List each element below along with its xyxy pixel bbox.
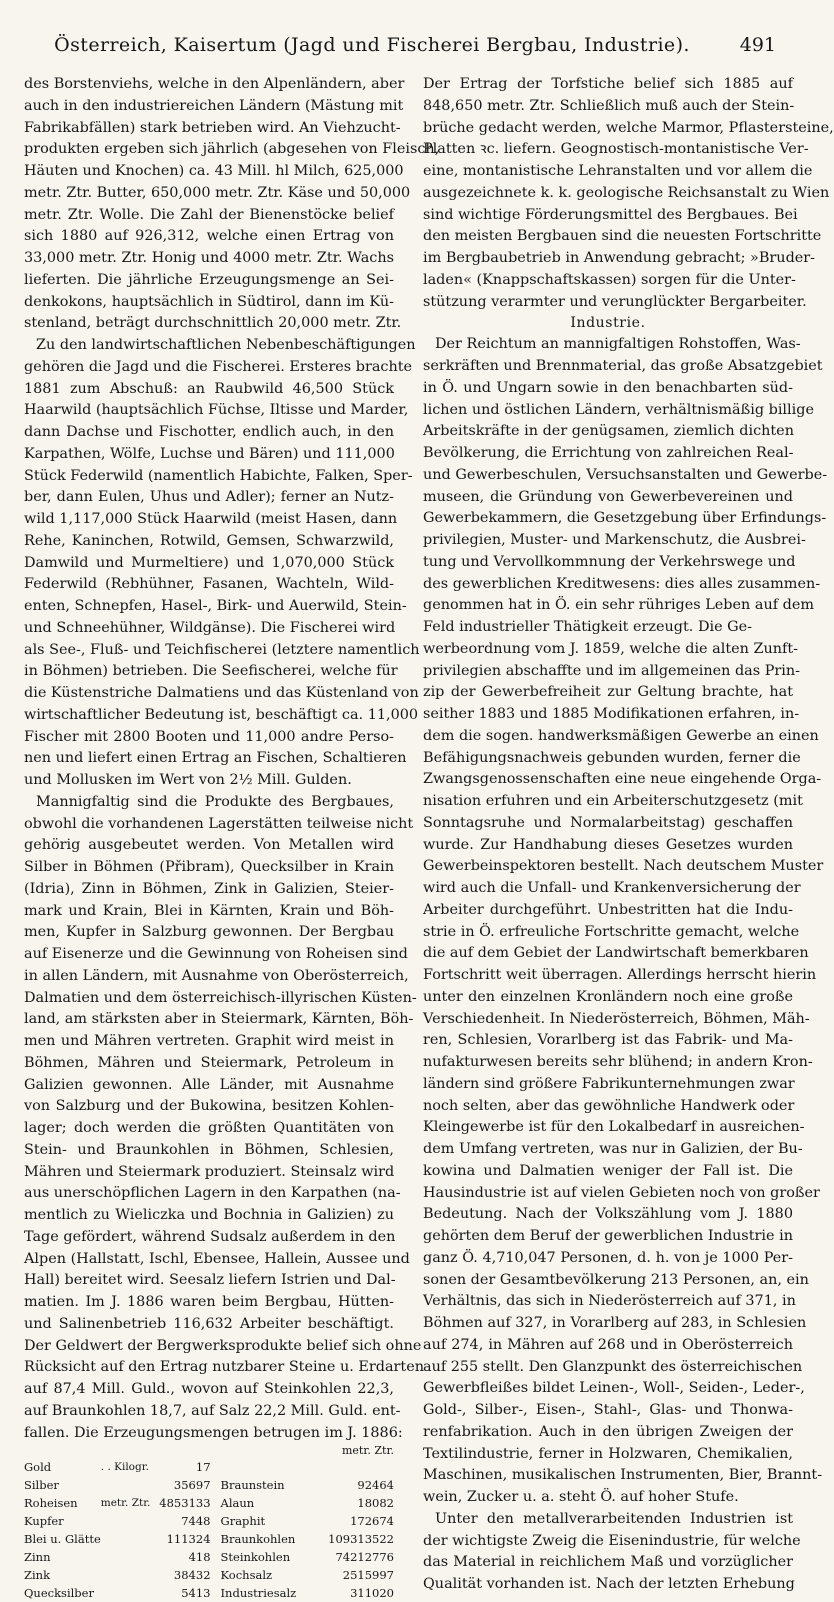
text-line: den meisten Bergbauen sind die neuesten Fortschritte bbox=[423, 228, 822, 245]
text-line: Feld industrieller Thätigkeit erzeugt. Die Ge- bbox=[423, 619, 753, 635]
product-unit bbox=[101, 1530, 160, 1548]
product-name: Braunkohlen bbox=[220, 1532, 296, 1547]
product-name: Quecksilber bbox=[24, 1586, 94, 1601]
text-line: Arbeiter durchgeführt. Unbestritten hat die Indu- bbox=[423, 901, 793, 918]
text-line: im Bergbaubetrieb in Anwendung gebracht; »Bruder- bbox=[423, 250, 816, 266]
text-line: das Material in reichlichem Maß und vorzüglicher bbox=[423, 1554, 793, 1571]
product-name: Zinn bbox=[24, 1550, 51, 1565]
product-value: 172674 bbox=[350, 1514, 394, 1529]
text-line: Maschinen, musikalischen Instrumenten, Bier, Brannt- bbox=[423, 1467, 823, 1484]
text-line: Kleingewerbe ist für den Lokalbedarf in ausreichen- bbox=[423, 1119, 805, 1136]
text-line: Dalmatien und dem österreichisch-illyrischen Küsten- bbox=[24, 989, 417, 1006]
product-unit: . . Kilogr. bbox=[100, 1461, 149, 1474]
text-line: Sonntagsruhe und Normalarbeitstag) geschaffen bbox=[423, 814, 793, 831]
text-line: nen und liefert einen Ertrag an Fischen, Schaltieren bbox=[24, 750, 407, 767]
text-line: wild 1,117,000 Stück Haarwild (meist Hasen, dann bbox=[24, 511, 398, 527]
product-value: 4853133 bbox=[159, 1496, 211, 1511]
text-line: 848,650 metr. Ztr. Schließlich muß auch der Stein- bbox=[423, 97, 795, 114]
text-line: von Salzburg und der Bukowina, besitzen Kohlen- bbox=[24, 1098, 394, 1115]
text-line: lieferten. Die jährliche Erzeugungsmenge an Sei- bbox=[24, 271, 394, 288]
page-header bbox=[24, 34, 776, 68]
text-line: Fabrikabfällen) stark betrieben wird. An Viehzucht- bbox=[24, 119, 401, 136]
page-number: 491 bbox=[739, 34, 776, 56]
text-line: und Schneehühner, Wildgänse). Die Fischerei wird bbox=[24, 619, 396, 636]
product-value: 18082 bbox=[357, 1496, 394, 1511]
text-line: unter den einzelnen Kronländern noch eine große bbox=[423, 988, 793, 1005]
product-name: Kupfer bbox=[24, 1514, 64, 1529]
product-value: 17 bbox=[195, 1460, 211, 1475]
text-line: Rehe, Kaninchen, Rotwild, Gemsen, Schwarzwild, bbox=[24, 532, 394, 549]
text-line: metr. Ztr. Butter, 650,000 metr. Ztr. Käse und 50,000 bbox=[24, 184, 411, 201]
text-line: Fortschritt weit überragen. Allerdings herrscht hierin bbox=[423, 967, 817, 983]
text-line: Gewerbeinspektoren bestellt. Nach deutschem Muster bbox=[423, 858, 824, 875]
text-line: gehören die Jagd und die Fischerei. Ersteres brachte bbox=[24, 358, 413, 375]
product-unit bbox=[101, 1476, 160, 1494]
section-heading-industrie: Industrie. bbox=[570, 315, 646, 332]
text-line: Galizien gewonnen. Alle Länder, mit Ausnahme bbox=[24, 1076, 394, 1093]
product-name bbox=[211, 1458, 329, 1476]
mining-production-table bbox=[24, 1458, 394, 1602]
text-line: des gewerblichen Kreditwesens: dies alles zusammen- bbox=[423, 575, 821, 592]
text-line: Stück Federwild (namentlich Habichte, Falken, Sper- bbox=[24, 467, 413, 484]
text-line: ausgezeichnete k. k. geologische Reichsanstalt zu Wien bbox=[423, 184, 830, 201]
text-line: Zu den landwirtschaftlichen Nebenbeschäftigungen bbox=[36, 337, 416, 353]
text-line: Fischer mit 2800 Booten und 11,000 andre Perso- bbox=[24, 728, 394, 745]
text-line: in Ö. und Ungarn sowie in den benachbarten süd- bbox=[423, 379, 793, 396]
product-value: 38432 bbox=[173, 1568, 211, 1583]
text-line: ganz Ö. 4,710,047 Personen, d. h. von je 1000 Per- bbox=[423, 1249, 793, 1266]
table-row bbox=[24, 1476, 394, 1494]
text-line: (Idria), Zinn in Böhmen, Zink in Galizien, Steier- bbox=[24, 880, 394, 897]
text-line: auf 274, in Mähren auf 268 und in Oberösterreich bbox=[423, 1336, 793, 1353]
text-line: als See-, Fluß- und Teichfischerei (letztere namentlich bbox=[24, 641, 420, 658]
text-line: sich 1880 auf 926,312, welche einen Ertrag von bbox=[24, 228, 394, 245]
text-line: Silber in Böhmen (Přibram), Quecksilber in Krain bbox=[24, 859, 394, 875]
product-value: 92464 bbox=[357, 1478, 394, 1493]
text-line: Platten ꝛc. liefern. Geognostisch-montanistische Ver- bbox=[423, 141, 809, 158]
text-line: die auf dem Gebiet der Landwirtschaft bemerkbaren bbox=[423, 945, 809, 962]
text-line: brüche gedacht werden, welche Marmor, Pflastersteine, bbox=[423, 119, 834, 136]
table-row bbox=[24, 1584, 394, 1602]
text-line: stützung verarmter und verunglückter Bergarbeiter. bbox=[423, 293, 807, 310]
text-line: eine, montanistische Lehranstalten und vor allem die bbox=[423, 163, 813, 179]
text-line: ren, Schlesien, Vorarlberg ist das Fabrik- und Ma- bbox=[423, 1032, 793, 1049]
product-unit bbox=[101, 1566, 160, 1584]
text-line: wurde. Zur Handhabung dieses Gesetzes wurden bbox=[423, 836, 793, 853]
product-name: Gold bbox=[24, 1460, 52, 1475]
product-value: 2515997 bbox=[342, 1568, 394, 1583]
product-value: 111324 bbox=[166, 1532, 211, 1547]
text-line: denkokons, hauptsächlich in Südtirol, dann im Kü- bbox=[24, 293, 394, 310]
text-line: Verschiedenheit. In Niederösterreich, Böhmen, Mäh- bbox=[423, 1010, 810, 1027]
right-column bbox=[423, 74, 834, 1592]
text-line: Unter den metallverarbeitenden Industrien ist bbox=[435, 1510, 793, 1527]
text-line: kowina und Dalmatien weniger der Fall ist. Die bbox=[423, 1162, 793, 1179]
text-line: laden« (Knappschaftskassen) sorgen für die Unter- bbox=[423, 271, 796, 288]
text-line: sonen der Gesamtbevölkerung 213 Personen, an, ein bbox=[423, 1271, 809, 1288]
text-line: museen, die Gründung von Gewerbevereinen und bbox=[423, 488, 793, 505]
text-line: men und Mähren vertreten. Graphit wird meist in bbox=[24, 1033, 394, 1049]
text-line: lichen und östlichen Ländern, verhältnismäßig billige bbox=[423, 401, 814, 418]
product-unit bbox=[101, 1512, 160, 1530]
table-row bbox=[24, 1548, 394, 1566]
stats-unit-header: metr. Ztr. bbox=[341, 1444, 394, 1458]
text-line: Alpen (Hallstatt, Ischl, Ebensee, Hallein, Aussee und bbox=[24, 1250, 410, 1267]
text-line: und Mollusken im Wert von 2½ Mill. Gulden. bbox=[24, 772, 352, 788]
text-line: Textilindustrie, ferner in Holzwaren, Chemikalien, bbox=[423, 1445, 793, 1462]
text-line: aus unerschöpflichen Lagern in den Karpathen (na- bbox=[24, 1185, 401, 1202]
product-value: 74212776 bbox=[335, 1550, 394, 1565]
text-line: noch selten, aber das gewöhnliche Handwerk oder bbox=[423, 1097, 795, 1114]
text-line: nufakturwesen bereits sehr blühend; in andern Kron- bbox=[423, 1054, 813, 1070]
text-line: wirtschaftlicher Bedeutung ist, beschäftigt ca. 11,000 bbox=[24, 706, 419, 723]
text-line: Bedeutung. Nach der Volkszählung vom J. 1880 bbox=[423, 1206, 793, 1223]
text-line: auf Eisenerze und die Gewinnung von Roheisen sind bbox=[24, 946, 408, 962]
text-line: Zwangsgenossenschaften eine neue eingehende Orga- bbox=[423, 771, 822, 788]
text-line: metr. Ztr. Wolle. Die Zahl der Bienenstöcke belief bbox=[24, 206, 394, 223]
text-line: 33,000 metr. Ztr. Honig und 4000 metr. Ztr. Wachs bbox=[24, 250, 394, 266]
product-name: Steinkohlen bbox=[220, 1550, 291, 1565]
text-line: matien. Im J. 1886 waren beim Bergbau, Hütten- bbox=[24, 1294, 394, 1310]
product-value bbox=[328, 1458, 394, 1476]
text-line: tung und Vervollkommnung der Verkehrswege und bbox=[423, 553, 796, 570]
text-line: land, am stärksten aber in Steiermark, Kärnten, Böh- bbox=[24, 1011, 414, 1028]
text-line: stenland, beträgt durchschnittlich 20,000 metr. Ztr. bbox=[24, 315, 402, 332]
product-value: 7448 bbox=[181, 1514, 211, 1529]
text-line: sind wichtige Förderungsmittel des Bergbaues. Bei bbox=[423, 206, 798, 223]
text-line: Qualität vorhanden ist. Nach der letzten Erhebung bbox=[423, 1576, 795, 1592]
product-name: Braunstein bbox=[220, 1478, 285, 1493]
text-line: Verhältnis, das sich in Niederösterreich auf 371, in bbox=[423, 1293, 796, 1310]
table-row bbox=[24, 1566, 394, 1584]
text-line: Der Ertrag der Torfstiche belief sich 1885 auf bbox=[423, 76, 793, 92]
text-line: auf 87,4 Mill. Guld., wovon auf Steinkohlen 22,3, bbox=[24, 1381, 394, 1397]
product-value: 311020 bbox=[350, 1586, 394, 1601]
text-line: Damwild und Murmeltiere) und 1,070,000 Stück bbox=[24, 554, 394, 571]
text-line: serkräften und Brennmaterial, das große Absatzgebiet bbox=[423, 358, 823, 374]
text-line: Mannigfaltig sind die Produkte des Bergbaues, bbox=[36, 793, 394, 810]
text-line: men, Kupfer in Salzburg gewonnen. Der Bergbau bbox=[24, 924, 394, 941]
product-name: Industriesalz bbox=[220, 1586, 297, 1601]
text-line: Mähren und Steiermark produziert. Steinsalz wird bbox=[24, 1163, 395, 1180]
text-line: Karpathen, Wölfe, Luchse und Bären) und 111,000 bbox=[24, 445, 395, 462]
text-line: Haarwild (hauptsächlich Füchse, Iltisse und Marder, bbox=[24, 402, 409, 419]
text-line: Arbeitskräfte in der genügsamen, ziemlich dichten bbox=[423, 423, 794, 440]
text-line: auf Braunkohlen 18,7, auf Salz 22,2 Mill. Guld. ent- bbox=[24, 1402, 401, 1419]
text-line: die Küstenstriche Dalmatiens und das Küstenland von bbox=[24, 685, 419, 701]
two-column-body bbox=[24, 74, 834, 1601]
product-unit bbox=[101, 1584, 160, 1602]
text-line: ber, dann Eulen, Uhus und Adler); ferner an Nutz- bbox=[24, 489, 394, 506]
left-column bbox=[24, 74, 440, 1601]
product-name: Roheisen bbox=[24, 1496, 78, 1511]
table-row bbox=[24, 1530, 394, 1548]
product-unit bbox=[101, 1548, 160, 1566]
text-line: Böhmen, Mähren und Steiermark, Petroleum in bbox=[24, 1054, 394, 1071]
text-line: Stein- und Braunkohlen in Böhmen, Schlesien, bbox=[24, 1141, 394, 1158]
text-line: wein, Zucker u. a. steht Ö. auf hoher Stufe. bbox=[423, 1489, 739, 1505]
text-line: mark und Krain, Blei in Kärnten, Krain und Böh- bbox=[24, 902, 394, 919]
text-line: obwohl die vorhandenen Lagerstätten teilweise nicht bbox=[24, 815, 414, 832]
text-line: gehörig ausgebeutet werden. Von Metallen wird bbox=[24, 837, 394, 854]
text-line: Häuten und Knochen) ca. 43 Mill. hl Milch, 625,000 bbox=[24, 163, 404, 179]
product-value: 5413 bbox=[181, 1586, 211, 1601]
text-line: strie in Ö. erfreuliche Fortschritte gemacht, welche bbox=[423, 923, 800, 940]
text-line: in allen Ländern, mit Ausnahme von Oberösterreich, bbox=[24, 967, 409, 984]
product-name: Zink bbox=[24, 1568, 51, 1583]
text-line: privilegien abschaffte und im allgemeinen das Prin- bbox=[423, 662, 800, 679]
text-line: und Gewerbeschulen, Versuchsanstalten und Gewerbe- bbox=[423, 466, 828, 483]
text-line: ländern sind größere Fabrikunternehmungen zwar bbox=[423, 1075, 795, 1092]
product-value: 109313522 bbox=[328, 1532, 394, 1547]
text-line: des Borstenviehs, welche in den Alpenländern, aber bbox=[24, 76, 405, 92]
text-line: genommen hat in Ö. ein sehr rühriges Leben auf dem bbox=[423, 597, 814, 614]
text-line: produkten ergeben sich jährlich (abgesehen von Fleisch, bbox=[24, 141, 440, 158]
text-line: gehörten dem Beruf der gewerblichen Industrie in bbox=[423, 1228, 793, 1244]
text-line: lager; doch werden die größten Quantitäten von bbox=[24, 1120, 394, 1136]
product-value: 418 bbox=[188, 1550, 211, 1565]
text-line: enten, Schnepfen, Hasel-, Birk- und Auerwild, Stein- bbox=[24, 598, 407, 614]
text-line: in Böhmen) betrieben. Die Seefischerei, welche für bbox=[24, 663, 398, 680]
text-line: Hall) bereitet wird. Seesalz liefern Istrien und Dal- bbox=[24, 1272, 396, 1289]
text-line: auch in den industriereichen Ländern (Mästung mit bbox=[24, 97, 404, 114]
table-row bbox=[24, 1458, 394, 1476]
text-line: Hausindustrie ist auf vielen Gebieten noch von großer bbox=[423, 1184, 820, 1201]
table-row bbox=[24, 1512, 394, 1530]
product-name: Blei u. Glätte bbox=[24, 1532, 101, 1547]
product-name: Graphit bbox=[220, 1514, 266, 1529]
text-line: wird auch die Unfall- und Krankenversicherung der bbox=[423, 880, 801, 896]
text-line: mentlich zu Wieliczka und Bochnia in Galizien) zu bbox=[24, 1207, 394, 1223]
text-line: Der Geldwert der Bergwerksprodukte belief sich ohne bbox=[24, 1337, 422, 1354]
product-unit: metr. Ztr. bbox=[100, 1497, 151, 1510]
running-title: Österreich, Kaisertum (Jagd und Fischerei Bergbau, Industrie). bbox=[54, 34, 690, 56]
text-line: dem Umfang vertreten, was nur in Galizien, der Bu- bbox=[423, 1141, 803, 1157]
text-line: renfabrikation. Auch in den übrigen Zweigen der bbox=[423, 1423, 793, 1440]
text-line: Federwild (Rebhühner, Fasanen, Wachteln, Wild- bbox=[24, 576, 394, 593]
text-line: Befähigungsnachweis gebunden wurden, ferner die bbox=[423, 749, 801, 766]
text-line: Gold-, Silber-, Eisen-, Stahl-, Glas- und Thonwa- bbox=[423, 1402, 793, 1418]
product-value: 35697 bbox=[173, 1478, 211, 1493]
text-line: Gewerbekammern, die Gesetzgebung über Erfindungs- bbox=[423, 510, 827, 527]
text-line: Bevölkerung, die Errichtung von zahlreichen Real- bbox=[423, 445, 794, 461]
product-name: Alaun bbox=[220, 1496, 255, 1511]
text-line: Rücksicht auf den Ertrag nutzbarer Steine u. Erdarten bbox=[24, 1359, 424, 1376]
text-line: seither 1883 und 1885 Modifikationen erfahren, in- bbox=[423, 706, 800, 722]
text-line: Böhmen auf 327, in Vorarlberg auf 283, in Schlesien bbox=[423, 1315, 807, 1331]
product-name: Kochsalz bbox=[220, 1568, 273, 1583]
text-line: nisation erfuhren und ein Arbeiterschutzgesetz (mit bbox=[423, 793, 803, 809]
right-column-text-top bbox=[423, 74, 834, 313]
text-line: Tage gefördert, während Sudsalz außerdem in den bbox=[24, 1228, 396, 1245]
text-line: 1881 zum Abschuß: an Raubwild 46,500 Stück bbox=[24, 380, 394, 397]
text-line: Gewerbfleißes bildet Leinen-, Woll-, Seiden-, Leder-, bbox=[423, 1380, 805, 1397]
text-line: auf 255 stellt. Den Glanzpunkt des österreichischen bbox=[423, 1358, 803, 1375]
text-line: der wichtigste Zweig die Eisenindustrie, für welche bbox=[423, 1532, 801, 1549]
text-line: Der Reichtum an mannigfaltigen Rohstoffen, Was- bbox=[435, 336, 801, 353]
text-line: privilegien, Muster- und Markenschutz, die Ausbrei- bbox=[423, 532, 806, 548]
text-line: dann Dachse und Fischotter, endlich auch, in den bbox=[24, 424, 394, 440]
text-line: und Salinenbetrieb 116,632 Arbeiter beschäftigt. bbox=[24, 1315, 394, 1332]
left-column-text bbox=[24, 74, 440, 1444]
right-column-text-industry bbox=[423, 334, 828, 1596]
text-line: dem die sogen. handwerksmäßigen Gewerbe an einen bbox=[423, 727, 819, 744]
table-row bbox=[24, 1494, 394, 1512]
text-line: zip der Gewerbefreiheit zur Geltung brachte, hat bbox=[423, 684, 793, 701]
product-name: Silber bbox=[24, 1478, 59, 1493]
text-line: fallen. Die Erzeugungsmengen betrugen im J. 1886: bbox=[24, 1424, 403, 1441]
text-line: werbeordnung vom J. 1859, welche die alten Zunft- bbox=[423, 640, 798, 657]
